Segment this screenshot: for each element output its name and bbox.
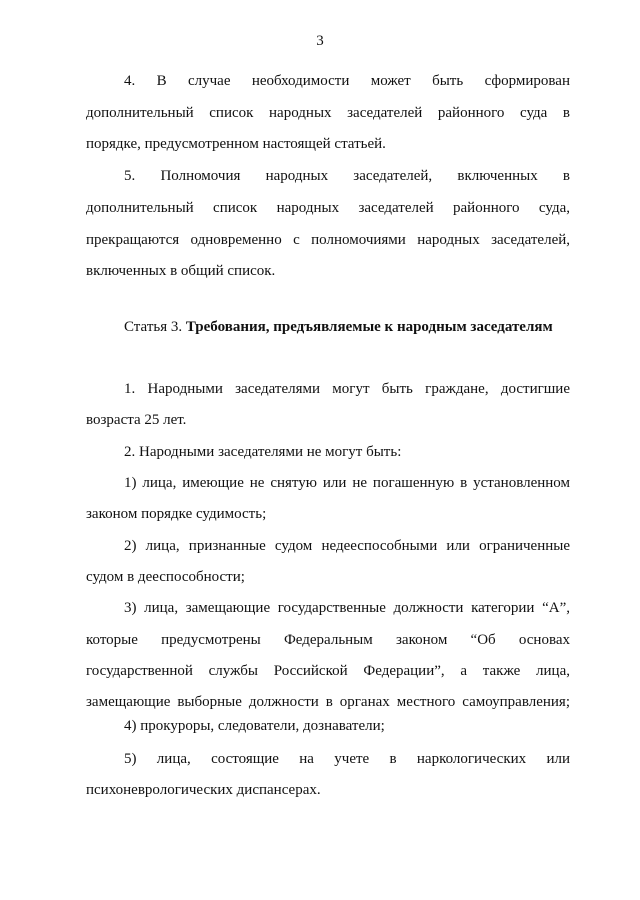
sub-5-line-2: психоневрологических диспансерах.	[86, 782, 321, 798]
sub-3-line-1: 3) лица, замещающие государственные должности категории “А”,	[124, 600, 570, 616]
article-3-prefix: Статья 3.	[124, 319, 186, 335]
paragraph-4-line-1: 4. В случае необходимости может быть сформирован	[124, 73, 570, 89]
article-3-heading	[124, 318, 570, 336]
item-1-line-2: возраста 25 лет.	[86, 412, 187, 428]
paragraph-4-line-2: дополнительный список народных заседателей районного суда в	[86, 105, 570, 121]
paragraph-5-line-4: включенных в общий список.	[86, 263, 276, 279]
sub-5-line-1: 5) лица, состоящие на учете в наркологических или	[124, 751, 570, 767]
sub-3-line-2: которые предусмотрены Федеральным законом “Об основах	[86, 632, 570, 648]
sub-2-line-1: 2) лица, признанные судом недееспособными или ограниченные	[124, 538, 570, 554]
paragraph-5-line-1: 5. Полномочия народных заседателей, включенных в	[124, 168, 570, 184]
page-number: 3	[316, 33, 324, 49]
sub-1-line-2: законом порядке судимость;	[86, 506, 267, 522]
sub-1-line-1: 1) лица, имеющие не снятую или не погашенную в установленном	[124, 475, 570, 491]
sub-3-line-4: замещающие выборные должности в органах местного самоуправления;	[86, 694, 570, 710]
sub-2-line-2: судом в дееспособности;	[86, 569, 245, 585]
item-2-line-1: 2. Народными заседателями не могут быть:	[124, 444, 402, 460]
sub-3-line-3: государственной службы Российской Федерации”, а также лица,	[86, 663, 570, 679]
paragraph-5-line-3: прекращаются одновременно с полномочиями народных заседателей,	[86, 232, 570, 248]
item-1-line-1: 1. Народными заседателями могут быть граждане, достигшие	[124, 381, 570, 397]
paragraph-5-line-2: дополнительный список народных заседателей районного суда,	[86, 200, 570, 216]
sub-4-line-1: 4) прокуроры, следователи, дознаватели;	[124, 718, 385, 734]
paragraph-4-line-3: порядке, предусмотренном настоящей статьей.	[86, 136, 386, 152]
article-3-title: Требования, предъявляемые к народным заседателям	[185, 319, 553, 335]
